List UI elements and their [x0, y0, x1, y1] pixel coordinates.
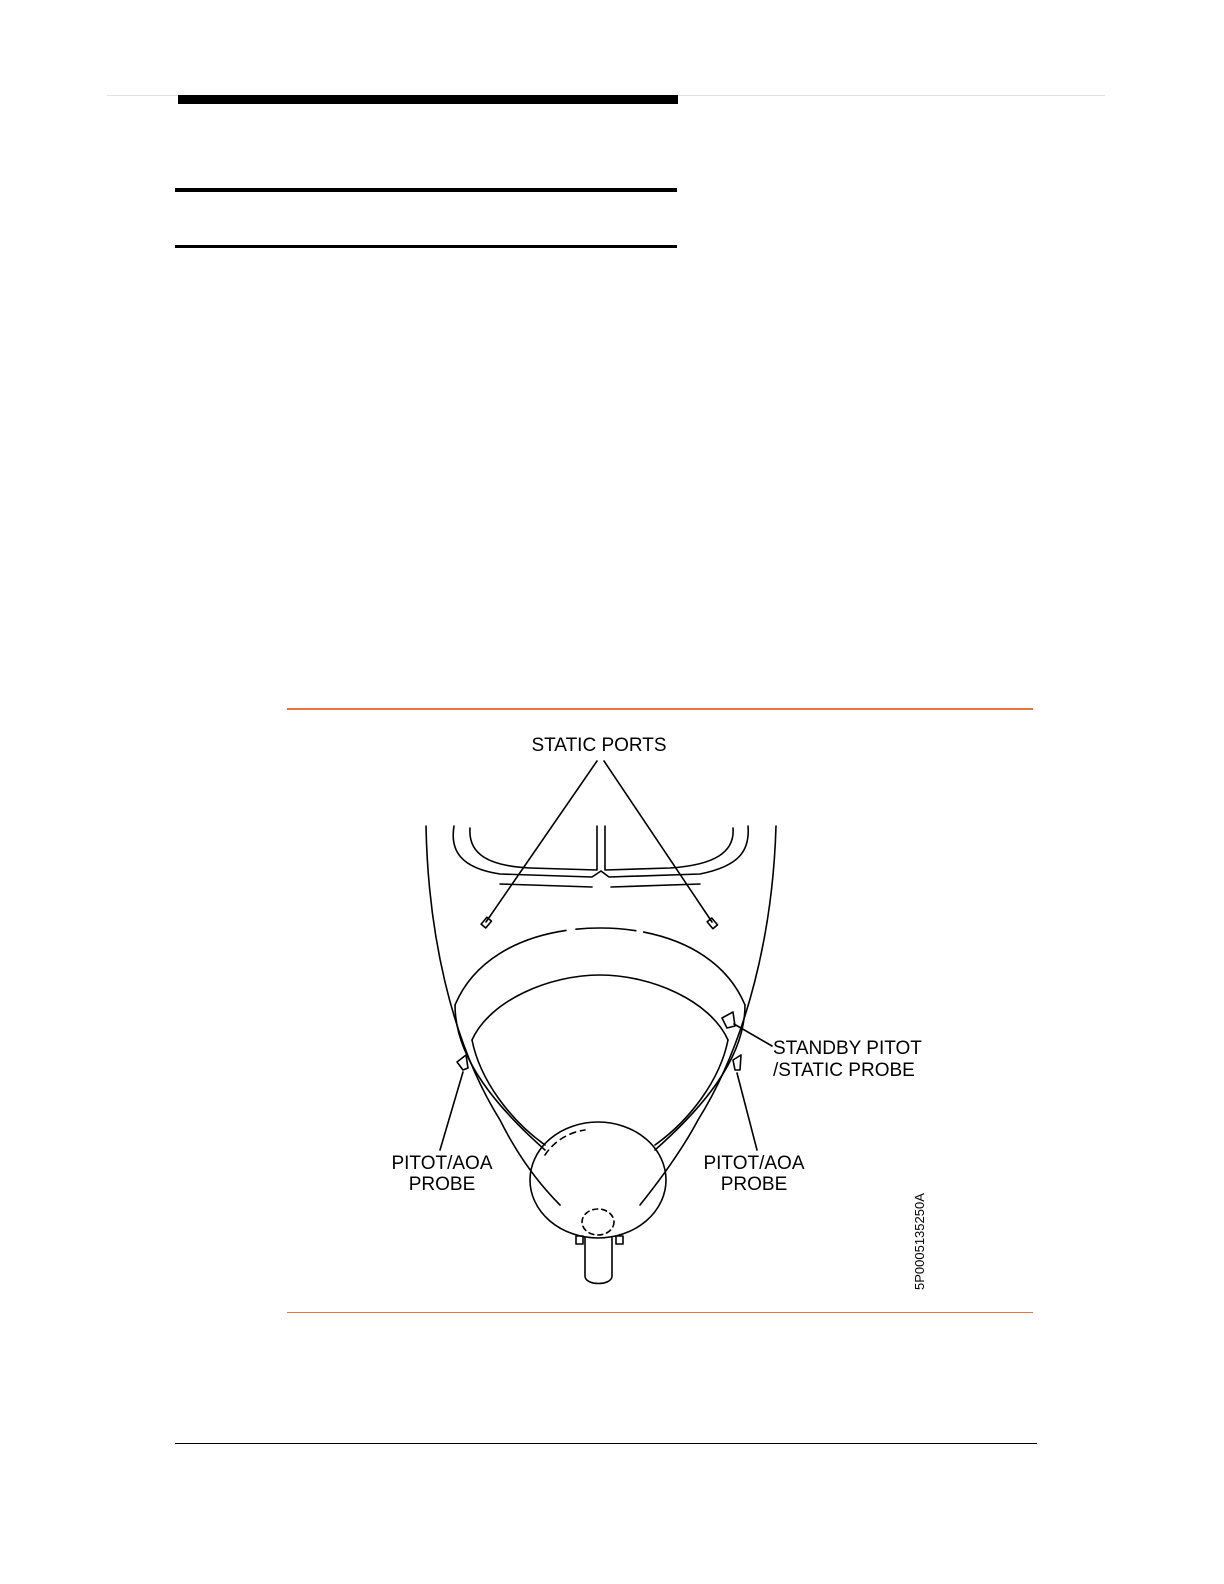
pitot-aoa-probe-left	[457, 1055, 468, 1070]
label-standby-pitot-line1: STANDBY PITOT	[773, 1038, 922, 1059]
nose-cone	[530, 1122, 666, 1238]
static-port-leader-left	[486, 761, 597, 922]
label-right-probe-line1: PITOT/AOA	[703, 1153, 805, 1174]
radome-inner-right	[655, 1040, 728, 1145]
label-standby-pitot-line2: /STATIC PROBE	[773, 1060, 915, 1081]
radome-inner-left	[472, 1040, 545, 1145]
footer-rule	[175, 1443, 1037, 1444]
pitot-aoa-probe-right-leader	[737, 1073, 757, 1150]
fuselage-right-outline	[640, 826, 776, 1205]
fuselage-left-outline	[426, 826, 560, 1205]
nose-tip	[582, 1209, 614, 1235]
figure-border-top	[287, 708, 1033, 710]
nose-gear-strut	[585, 1238, 612, 1284]
header-black-bar	[178, 95, 678, 104]
static-port-right	[707, 918, 717, 929]
nose-cone-highlight	[545, 1130, 585, 1155]
radome-side-left	[455, 1005, 545, 1150]
windshield-frame	[453, 826, 748, 877]
label-right-probe-line2: PROBE	[720, 1174, 788, 1195]
windshield-sill	[500, 884, 700, 887]
pitot-aoa-probe-left-leader	[440, 1072, 463, 1150]
label-static-ports: STATIC PORTS	[531, 735, 667, 756]
label-left-probe-line2: PROBE	[408, 1174, 476, 1195]
label-left-probe-line1: PITOT/AOA	[391, 1153, 493, 1174]
radome-lower-arc	[472, 975, 728, 1040]
aircraft-nose-illustration	[287, 712, 1033, 1310]
standby-pitot-probe	[722, 1012, 735, 1028]
drawing-id: 5P0005135250A	[912, 1193, 927, 1290]
standby-pitot-leader	[734, 1024, 772, 1046]
figure-border-bottom	[287, 1312, 1033, 1313]
radome-upper-arc	[455, 928, 745, 1005]
static-port-leader-right	[604, 761, 712, 922]
title-rule-bottom	[175, 245, 677, 248]
title-rule-top	[175, 188, 677, 192]
nose-gear-pin-right	[616, 1236, 623, 1244]
windshield-inner	[470, 826, 733, 870]
pitot-aoa-probe-right	[733, 1055, 741, 1070]
